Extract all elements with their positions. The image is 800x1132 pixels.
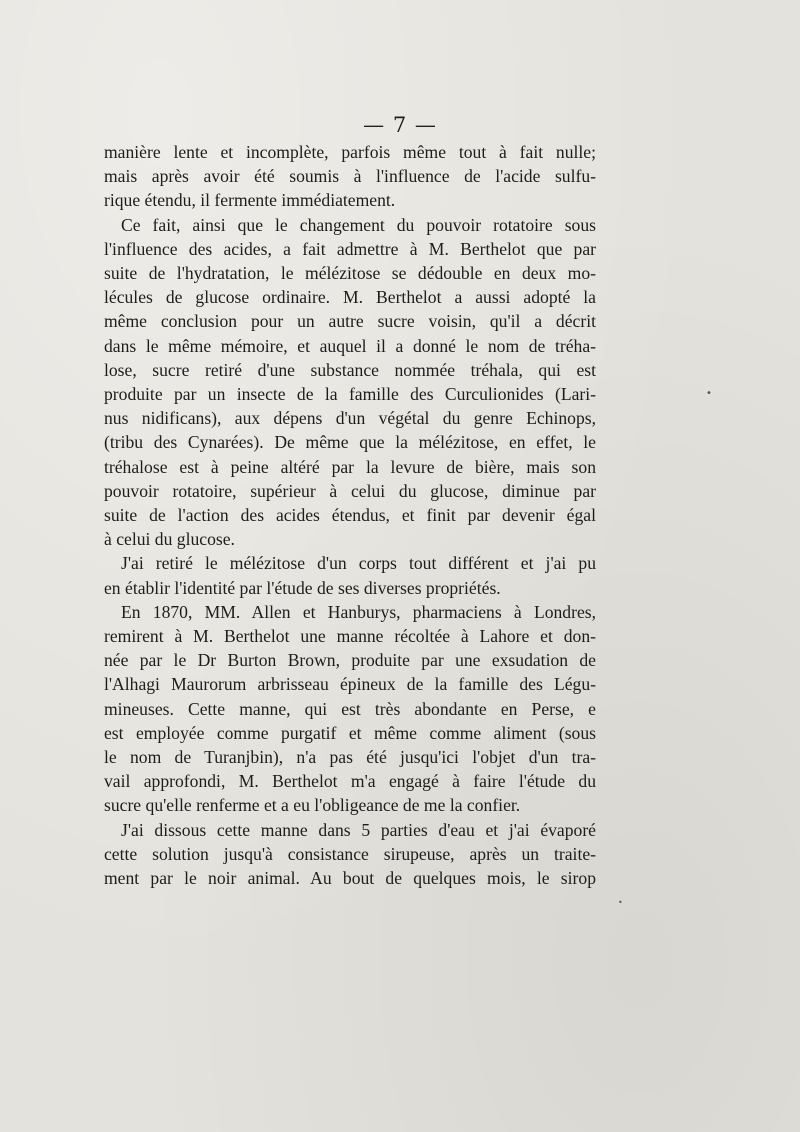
text-line: en établir l'identité par l'étude de ses diverses propriétés. [104, 577, 501, 598]
text-line: pouvoir rotatoire, supérieur à celui du glucose, diminue par [104, 480, 596, 501]
paragraph-4 [104, 600, 596, 818]
text-line: J'ai retiré le mélézitose d'un corps tout différent et j'ai pu [121, 553, 596, 574]
text-line: mais après avoir été soumis à l'influence de l'acide sulfu- [104, 166, 596, 187]
text-line: vail approfondi, M. Berthelot m'a engagé à faire l'étude du [104, 771, 596, 792]
text-line: sucre qu'elle renferme et a eu l'obligeance de me la confier. [104, 795, 521, 816]
text-line: le nom de Turanjbin), n'a pas été jusqu'ici l'objet d'un tra- [104, 747, 596, 768]
text-line: produite par un insecte de la famille des Curculionides (Lari- [104, 384, 596, 405]
text-line: lose, sucre retiré d'une substance nommée tréhala, qui est [104, 359, 596, 380]
paragraph-1 [104, 140, 596, 213]
text-line: Ce fait, ainsi que le changement du pouvoir rotatoire sous [121, 214, 596, 235]
paragraph-3 [104, 551, 596, 599]
text-line: dans le même mémoire, et auquel il a donné le nom de tréha- [104, 335, 596, 356]
text-line: tréhalose est à peine altéré par la levure de bière, mais son [104, 456, 596, 477]
text-line: même conclusion pour un autre sucre voisin, qu'il a décrit [104, 311, 596, 332]
text-line: manière lente et incomplète, parfois même tout à fait nulle; [104, 142, 596, 162]
text-line: l'Alhagi Maurorum arbrisseau épineux de la famille des Légu- [104, 674, 596, 695]
text-line: ment par le noir animal. Au bout de quelques mois, le sirop [104, 868, 596, 889]
text-line: suite de l'action des acides étendus, et finit par devenir égal [104, 505, 596, 526]
margin-dot-mark: • [706, 388, 712, 399]
text-line: (tribu des Cynarées). De même que la mélézitose, en effet, le [104, 432, 596, 453]
text-line: cette solution jusqu'à consistance sirupeuse, après un traite- [104, 843, 596, 864]
text-line: à celui du glucose. [104, 529, 235, 550]
text-line: est employée comme purgatif et même comme aliment (sous [104, 722, 596, 743]
text-line: née par le Dr Burton Brown, produite par une exsudation de [104, 650, 596, 671]
text-line: lécules de glucose ordinaire. M. Berthelot a aussi adopté la [104, 287, 596, 308]
text-line: mineuses. Cette manne, qui est très abondante en Perse, e [104, 698, 596, 719]
paragraph-5 [104, 818, 596, 891]
text-line: En 1870, MM. Allen et Hanburys, pharmaciens à Londres, [121, 601, 596, 622]
text-line: rique étendu, il fermente immédiatement. [104, 190, 396, 211]
paragraph-2 [104, 213, 596, 552]
margin-dot-mark: • [618, 898, 623, 907]
text-line: J'ai dissous cette manne dans 5 parties d'eau et j'ai évaporé [121, 819, 596, 840]
text-line: l'influence des acides, a fait admettre à M. Berthelot que par [104, 238, 596, 259]
text-line: remirent à M. Berthelot une manne récoltée à Lahore et don- [104, 626, 596, 647]
text-line: suite de l'hydratation, le mélézitose se dédouble en deux mo- [104, 263, 596, 284]
page-number: — 7 — [363, 113, 437, 137]
body-text [104, 140, 596, 890]
text-line: nus nidificans), aux dépens d'un végétal du genre Echinops, [104, 408, 596, 429]
